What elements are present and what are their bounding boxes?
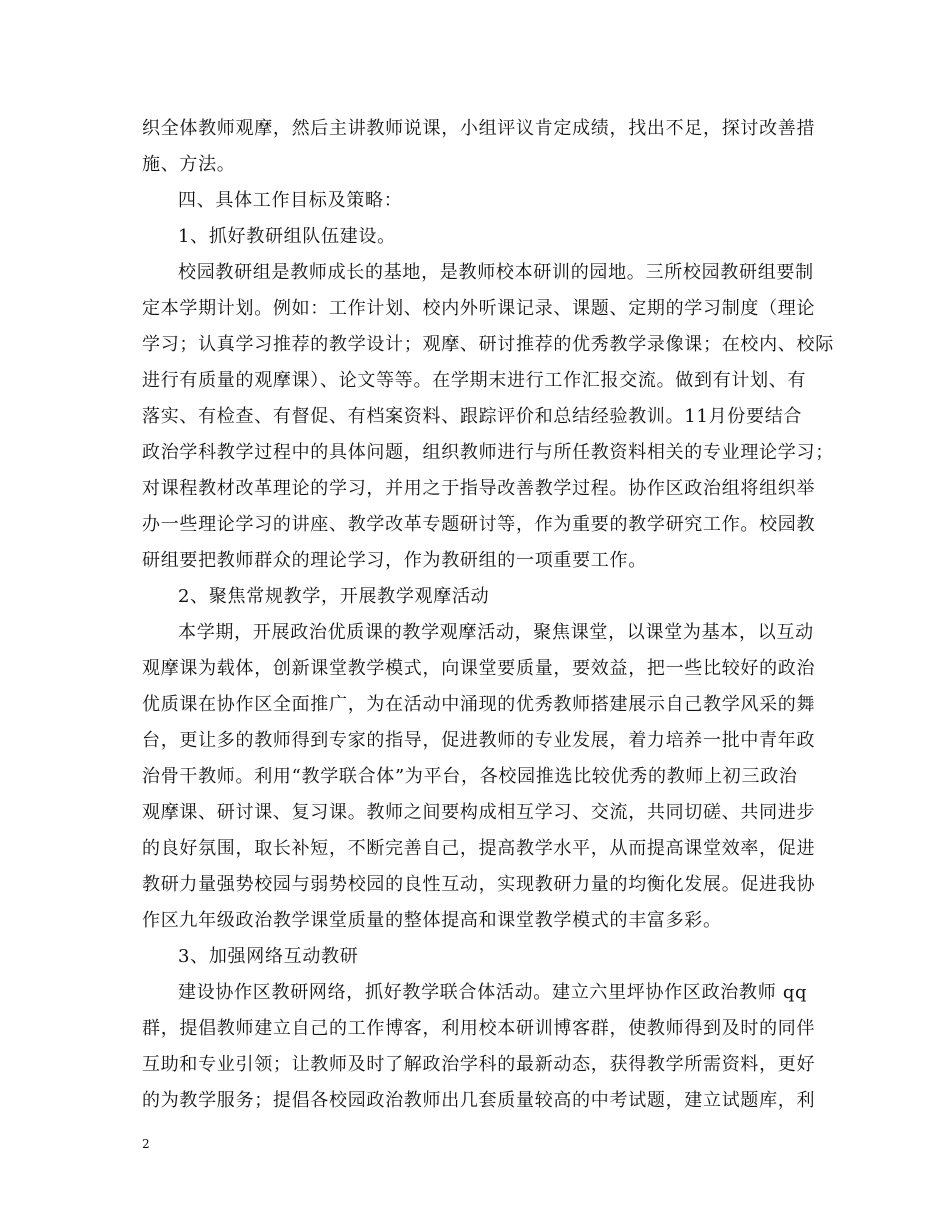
body-text-line: 优质课在协作区全面推广，为在活动中涌现的优秀教师搭建展示自己教学风采的舞 — [142, 694, 816, 715]
body-text-line: 织全体教师观摩，然后主讲教师说课，小组评议肯定成绩，找出不足，探讨改善措 — [142, 118, 816, 139]
section-heading: 四、具体工作目标及策略： — [178, 190, 403, 211]
body-text-line: 群，提倡教师建立自己的工作博客，利用校本研训博客群，使教师得到及时的同伴 — [142, 1018, 816, 1039]
body-text-line: 治骨干教师。利用“教学联合体”为平台，各校园推选比较优秀的教师上初三政治 — [142, 766, 798, 787]
page-number: 2 — [142, 1137, 150, 1151]
body-text-line: 落实、有检查、有督促、有档案资料、跟踪评价和总结经验教训。11月份要结合 — [142, 406, 803, 427]
subsection-heading: 2、聚焦常规教学，开展教学观摩活动 — [178, 586, 490, 607]
body-text-line: 观摩课为载体，创新课堂教学模式，向课堂要质量，要效益，把一些比较好的政治 — [142, 658, 816, 679]
body-text-line: 作区九年级政治教学课堂质量的整体提高和课堂教学模式的丰富多彩。 — [142, 910, 722, 931]
body-text-line: 定本学期计划。例如：工作计划、校内外听课记录、课题、定期的学习制度（理论 — [142, 298, 816, 319]
body-text-line: 本学期，开展政治优质课的教学观摩活动，聚焦课堂，以课堂为基本，以互动 — [178, 622, 814, 643]
body-text-line: 进行有质量的观摩课）、论文等等。在学期末进行工作汇报交流。做到有计划、有 — [142, 370, 807, 391]
body-text-line: 建设协作区教研网络，抓好教学联合体活动。建立六里坪协作区政治教师 qq — [178, 982, 808, 1003]
body-text-line: 的良好氛围，取长补短，不断完善自己，提高教学水平，从而提高课堂效率，促进 — [142, 838, 816, 859]
body-text-line: 台，更让多的教师得到专家的指导，促进教师的专业发展，着力培养一批中青年政 — [142, 730, 816, 751]
body-text-line: 校园教研组是教师成长的基地，是教师校本研训的园地。三所校园教研组要制 — [178, 262, 814, 283]
body-text-line: 观摩课、研讨课、复习课。教师之间要构成相互学习、交流，共同切磋、共同进步 — [142, 802, 816, 823]
subsection-heading: 3、加强网络互动教研 — [178, 946, 359, 967]
body-text-line: 的为教学服务；提倡各校园政治教师出几套质量较高的中考试题，建立试题库，利 — [142, 1090, 816, 1111]
body-text-line: 教研力量强势校园与弱势校园的良性互动，实现教研力量的均衡化发展。促进我协 — [142, 874, 816, 895]
body-text-line: 对课程教材改革理论的学习，并用之于指导改善教学过程。协作区政治组将组织举 — [142, 478, 816, 499]
body-text-line: 研组要把教师群众的理论学习，作为教研组的一项重要工作。 — [142, 550, 647, 571]
body-text-line: 互助和专业引领；让教师及时了解政治学科的最新动态，获得教学所需资料，更好 — [142, 1054, 816, 1075]
body-text-line: 办一些理论学习的讲座、教学改革专题研讨等，作为重要的教学研究工作。校园教 — [142, 514, 816, 535]
body-text-line: 政治学科教学过程中的具体问题，组织教师进行与所任教资料相关的专业理论学习； — [142, 442, 834, 463]
body-text-line: 施、方法。 — [142, 154, 236, 175]
body-text-line: 学习；认真学习推荐的教学设计；观摩、研讨推荐的优秀教学录像课；在校内、校际 — [142, 334, 834, 355]
subsection-heading: 1、抓好教研组队伍建设。 — [178, 226, 396, 247]
